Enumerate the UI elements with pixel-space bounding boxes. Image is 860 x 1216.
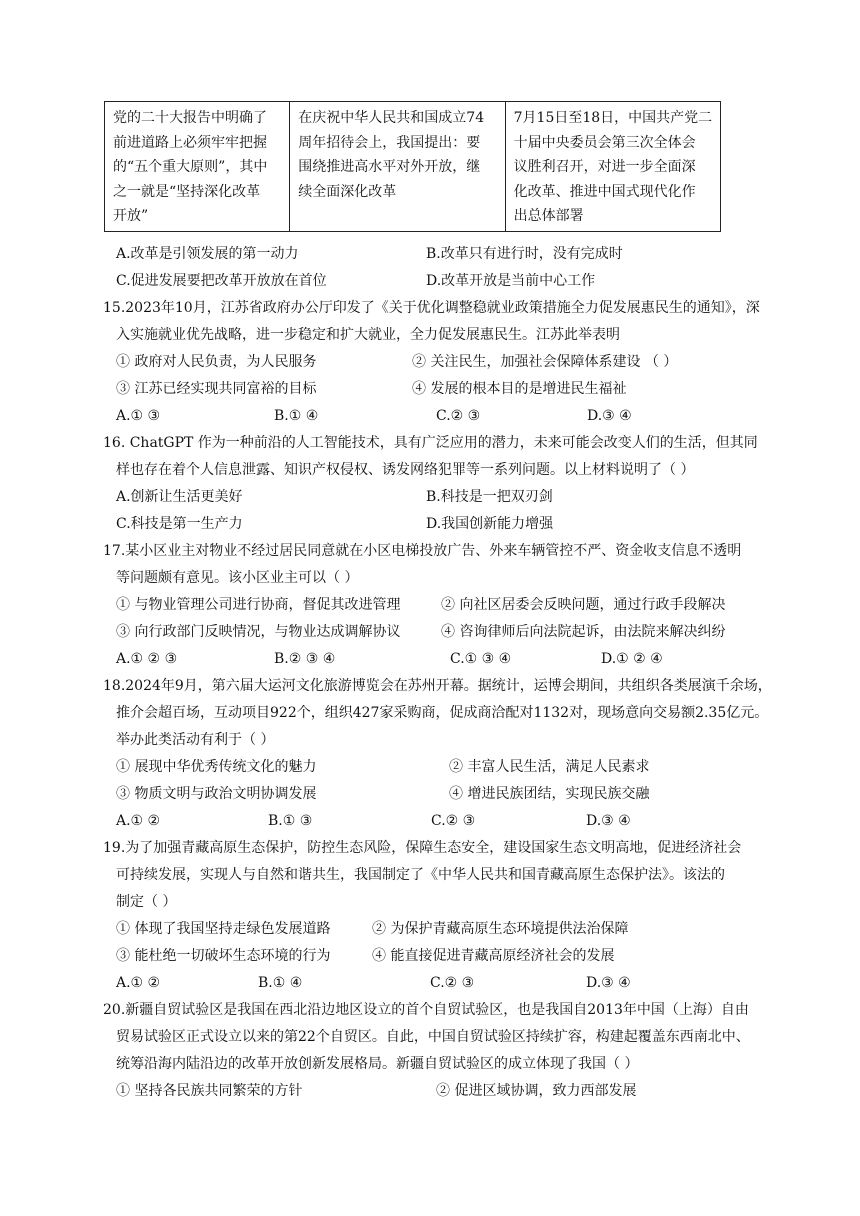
question-20-stem-cont: 贸易试验区正式设立以来的第22个自贸区。自此，中国自贸试验区持续扩容，构建起覆盖东西南北中、 <box>116 1029 750 1045</box>
option-c: C.促进发展要把改革开放放在首位 <box>116 273 327 289</box>
question-18-stem-cont: 推介会超百场，互动项目922个，组织427家采购商，促成商洽配对1132对，现场意向交易额2.35亿元。 <box>116 705 769 721</box>
question-19-stem-cont: 可持续发展，实现人与自然和谐共生，我国制定了《中华人民共和国青藏高原生态保护法》。该法的 <box>116 867 725 883</box>
option-c: C.② ③ <box>436 408 481 424</box>
option-c: C.② ③ <box>430 975 475 991</box>
choice-item: ② 促进区域协调，致力西部发展 <box>436 1083 637 1099</box>
question-17-stem-cont: 等问题颇有意见。该小区业主可以（ ） <box>116 570 359 586</box>
option-c: C.① ③ ④ <box>450 651 512 667</box>
question-15-stem: 15.2023年10月，江苏省政府办公厅印发了《关于优化调整稳就业政策措施全力促发展惠民生的通知》，深 <box>103 300 760 316</box>
option-b: B.② ③ ④ <box>274 651 336 667</box>
question-18-stem-cont: 举办此类活动有利于（ ） <box>116 732 275 748</box>
option-c: C.② ③ <box>431 813 476 829</box>
option-a: A.① ② <box>116 975 161 991</box>
option-b: B.① ③ <box>268 813 313 829</box>
question-18-stem: 18.2024年9月，第六届大运河文化旅游博览会在苏州开幕。据统计，运博会期间，共组织各类展演千余场， <box>103 678 772 694</box>
option-d: D.③ ④ <box>587 408 632 424</box>
cell-line: 十届中央委员会第三次全体会 <box>513 134 696 151</box>
cell-line: 化改革、推进中国式现代化作 <box>513 183 696 200</box>
choice-item: ③ 向行政部门反映情况，与物业达成调解协议 <box>116 624 401 640</box>
option-b: B.① ④ <box>274 408 319 424</box>
option-d: D.① ② ④ <box>601 651 663 667</box>
option-d: D.改革开放是当前中心工作 <box>426 273 596 289</box>
cell-line: 开放” <box>113 208 149 224</box>
option-d: D.③ ④ <box>586 975 631 991</box>
option-a: A.① ③ <box>116 408 161 424</box>
option-b: B.科技是一把双刃剑 <box>426 489 553 505</box>
choice-item: ② 为保护青藏高原生态环境提供法治保障 <box>372 921 629 937</box>
choice-item: ① 政府对人民负责，为人民服务 <box>116 354 317 370</box>
table-cell-3 <box>505 102 720 232</box>
question-17-stem: 17.某小区业主对物业不经过居民同意就在小区电梯投放广告、外来车辆管控不严、资金收支信息不透明 <box>103 543 742 559</box>
choice-item: ③ 物质文明与政治文明协调发展 <box>116 786 317 802</box>
cell-line: 前进道路上必须牢牢把握 <box>113 134 267 151</box>
question-20-stem-cont: 统筹沿海内陆沿边的改革开放创新发展格局。新疆自贸试验区的成立体现了我国（ ） <box>116 1056 639 1072</box>
cell-line: 出总体部署 <box>513 208 584 224</box>
choice-item: ④ 发展的根本目的是增进民生福祉 <box>412 381 627 397</box>
cell-line: 续全面深化改革 <box>298 183 397 200</box>
cell-line: 党的二十大报告中明确了 <box>113 110 267 126</box>
choice-item: ① 展现中华优秀传统文化的魅力 <box>116 759 317 775</box>
cell-line: 议胜利召开，对进一步全面深 <box>513 159 696 175</box>
choice-item: ② 丰富人民生活，满足人民素求 <box>449 759 650 775</box>
choice-item: ① 坚持各民族共同繁荣的方针 <box>116 1083 303 1099</box>
table-cell-1 <box>105 102 290 232</box>
option-a: A.① ② <box>116 813 161 829</box>
question-19-stem-cont: 制定（ ） <box>116 894 177 910</box>
cell-line: 的“五个重大原则”，其中 <box>113 159 268 175</box>
question-20-stem: 20.新疆自贸试验区是我国在西北沿边地区设立的首个自贸试验区，也是我国自2013年中国（上海）自由 <box>103 1002 749 1018</box>
choice-item: ③ 能杜绝一切破坏生态环境的行为 <box>116 948 331 964</box>
question-16-stem: 16. ChatGPT 作为一种前沿的人工智能技术，具有广泛应用的潜力，未来可能会改变人们的生活，但其同 <box>103 435 758 451</box>
table-row <box>105 102 721 232</box>
choice-item: ③ 江苏已经实现共同富裕的目标 <box>116 381 317 397</box>
option-b: B.① ④ <box>258 975 303 991</box>
option-c: C.科技是第一生产力 <box>116 516 243 532</box>
material-table <box>104 101 721 232</box>
choice-item: ④ 能直接促进青藏高原经济社会的发展 <box>372 948 615 964</box>
cell-line: 之一就是“坚持深化改革 <box>113 183 261 200</box>
cell-line: 在庆祝中华人民共和国成立74 <box>298 110 485 126</box>
cell-line: 围绕推进高水平对外开放，继 <box>298 159 481 175</box>
option-a: A.① ② ③ <box>116 651 178 667</box>
cell-line: 7月15日至18日，中国共产党二 <box>513 110 713 126</box>
choice-item: ① 与物业管理公司进行协商，督促其改进管理 <box>116 597 401 613</box>
choice-item: ④ 增进民族团结，实现民族交融 <box>449 786 650 802</box>
option-a: A.创新让生活更美好 <box>116 489 243 505</box>
option-d: D.③ ④ <box>586 813 631 829</box>
question-16-stem-cont: 样也存在着个人信息泄露、知识产权侵权、诱发网络犯罪等一系列问题。以上材料说明了（ ） <box>116 462 695 478</box>
cell-line: 周年招待会上，我国提出：要 <box>298 134 481 151</box>
choice-item: ④ 咨询律师后向法院起诉，由法院来解决纠纷 <box>441 624 726 640</box>
option-a: A.改革是引领发展的第一动力 <box>116 246 299 262</box>
option-b: B.改革只有进行时，没有完成时 <box>426 246 623 262</box>
table-cell-2 <box>290 102 505 232</box>
option-d: D.我国创新能力增强 <box>426 516 554 532</box>
choice-item: ② 向社区居委会反映问题，通过行政手段解决 <box>441 597 726 613</box>
question-19-stem: 19.为了加强青藏高原生态保护，防控生态风险，保障生态安全，建设国家生态文明高地，促进经济社会 <box>103 840 742 856</box>
choice-item: ② 关注民生，加强社会保障体系建设 （ ） <box>412 354 678 370</box>
choice-item: ① 体现了我国坚持走绿色发展道路 <box>116 921 331 937</box>
question-15-stem-cont: 入实施就业优先战略，进一步稳定和扩大就业，全力促发展惠民生。江苏此举表明 <box>116 327 620 343</box>
